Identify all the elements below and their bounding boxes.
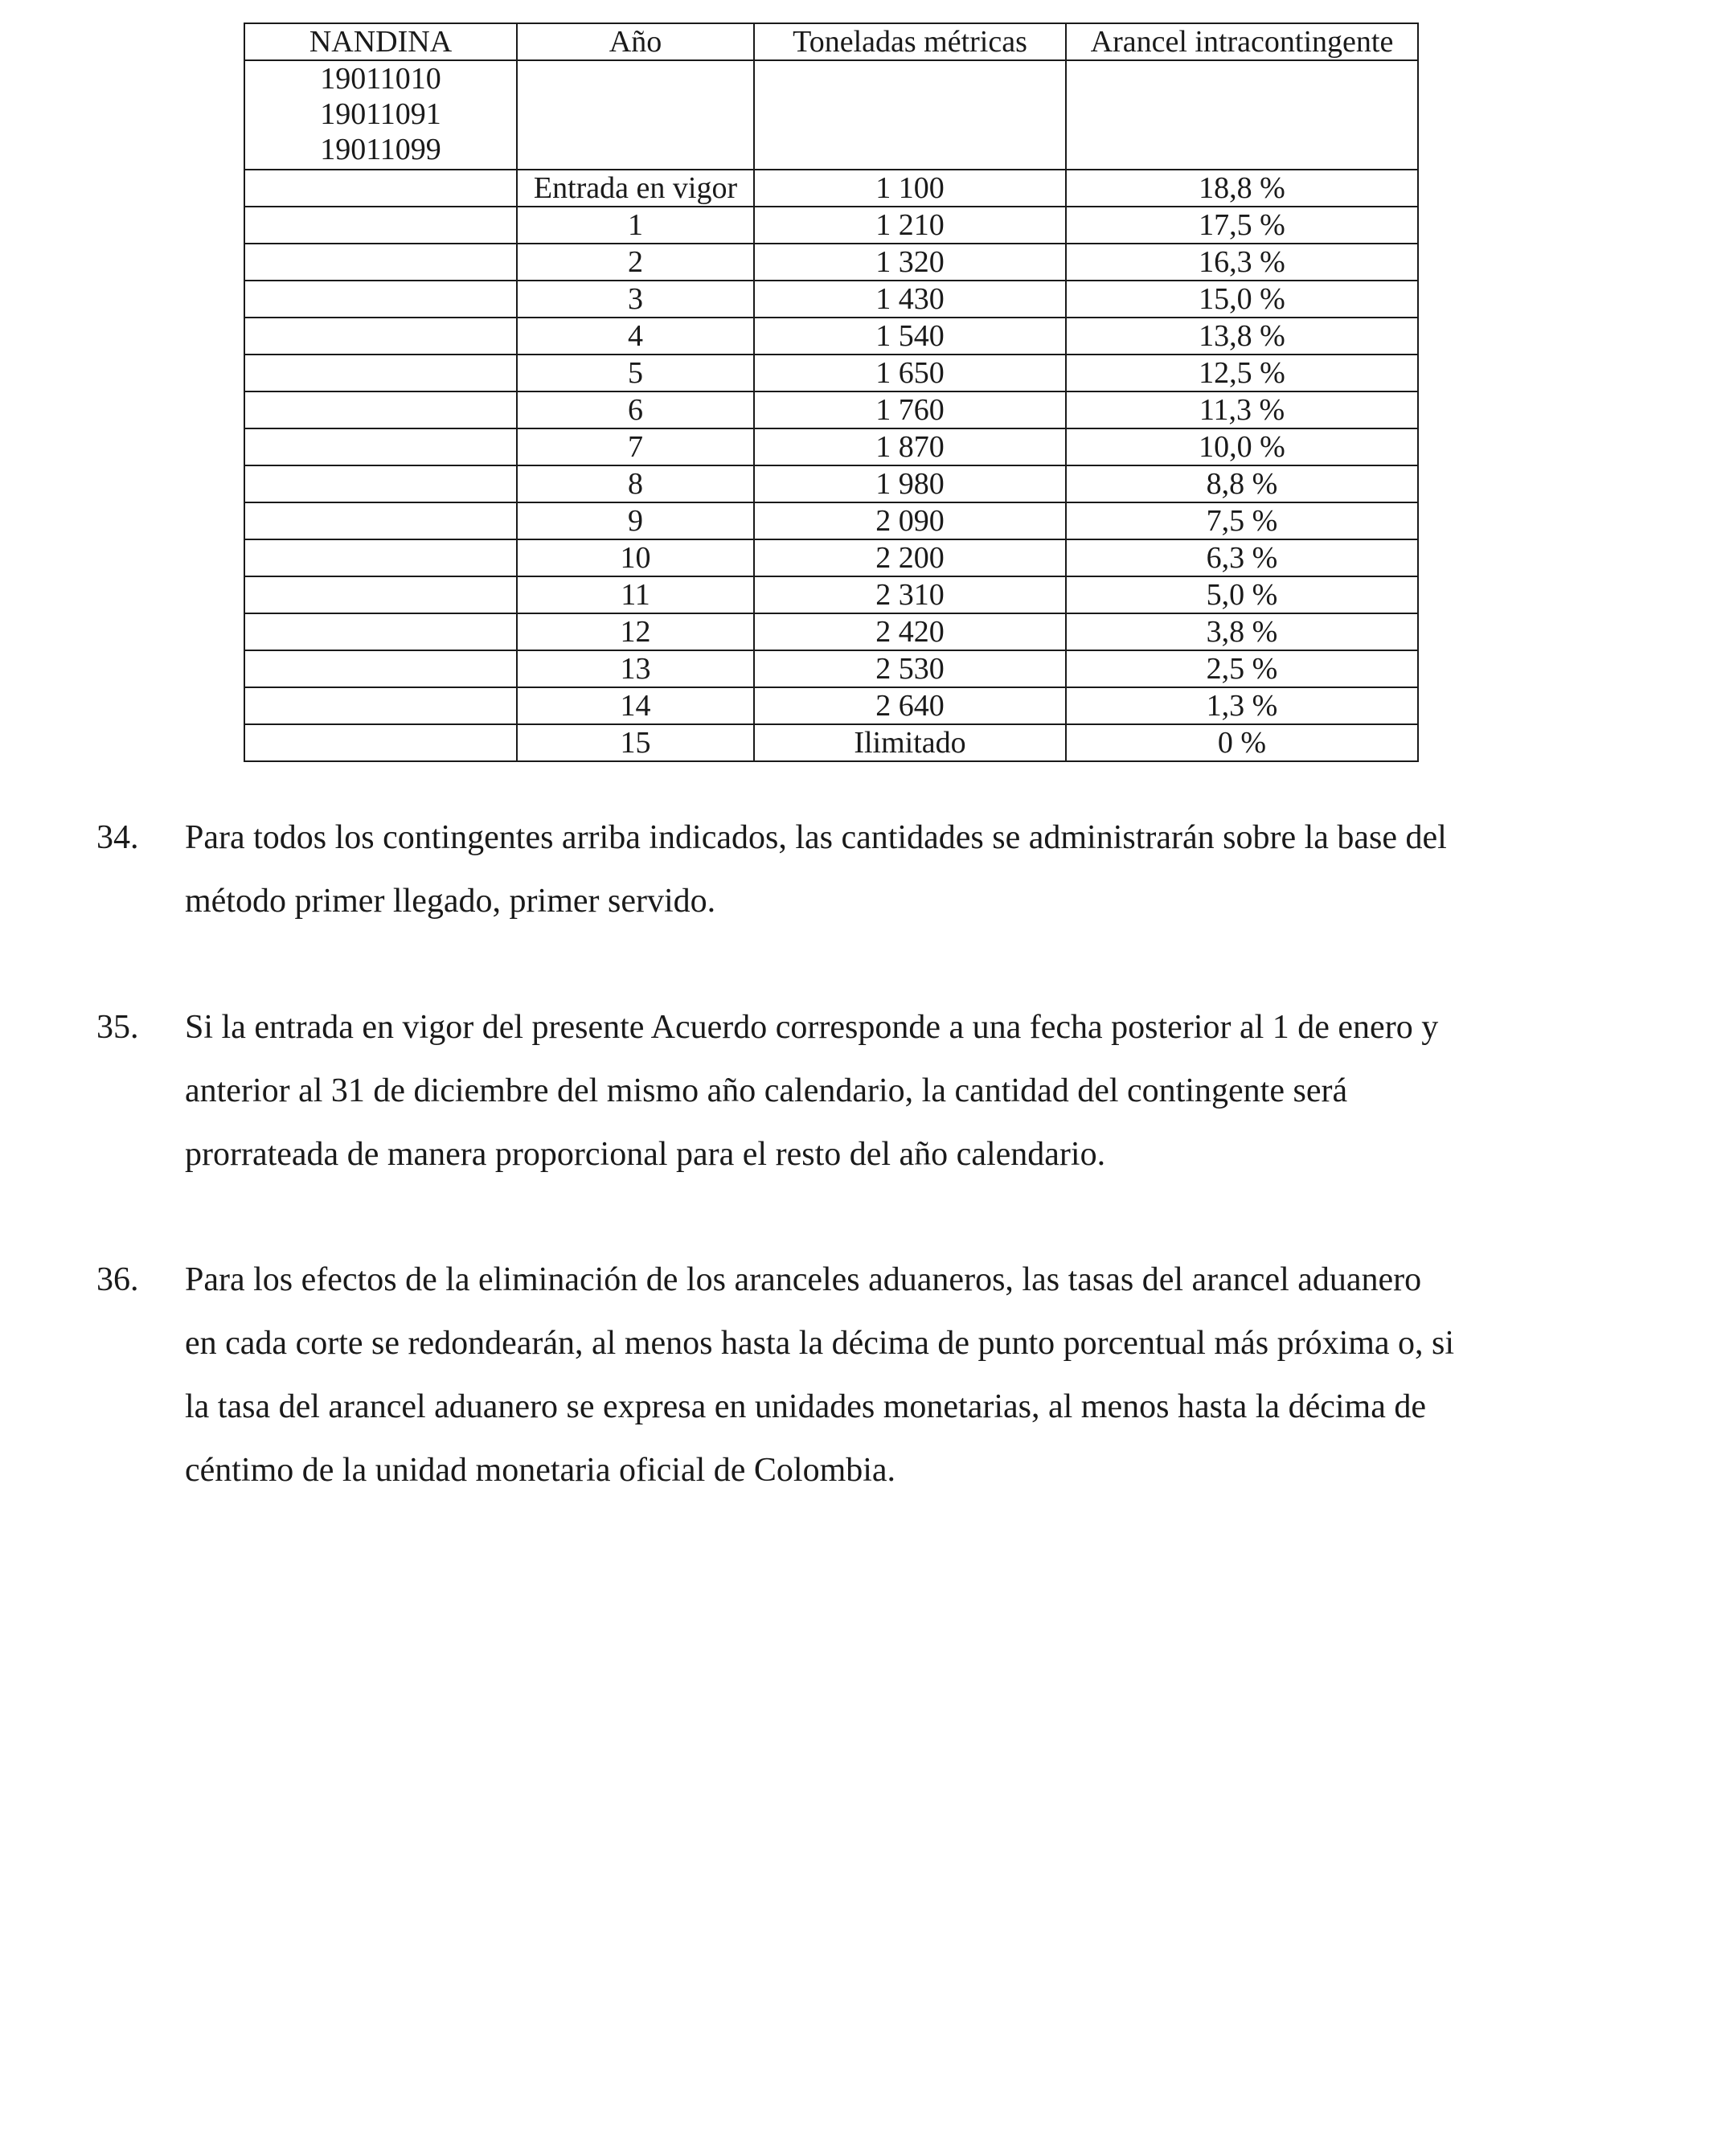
nandina-cell (244, 318, 517, 355)
nandina-cell (244, 281, 517, 318)
tons-cell: 1 760 (754, 391, 1066, 428)
year-cell: 8 (517, 465, 754, 502)
paragraph-number: 34. (96, 819, 139, 856)
table-row (244, 502, 1418, 539)
tariff-cell: 8,8 % (1066, 465, 1418, 502)
table-row (244, 650, 1418, 687)
table-row (244, 318, 1418, 355)
tons-cell: 1 210 (754, 207, 1066, 244)
year-cell: 13 (517, 650, 754, 687)
paragraph-line: método primer llegado, primer servido. (185, 883, 716, 920)
nandina-cell (244, 687, 517, 724)
tariff-cell: 12,5 % (1066, 355, 1418, 391)
tons-cell: 2 310 (754, 576, 1066, 613)
paragraph-35 (96, 996, 1624, 1187)
tariff-cell: 7,5 % (1066, 502, 1418, 539)
tons-cell: 1 320 (754, 244, 1066, 281)
nandina-cell (244, 355, 517, 391)
year-cell: 15 (517, 724, 754, 761)
tariff-cell: 2,5 % (1066, 650, 1418, 687)
paragraph-number: 35. (96, 1009, 139, 1046)
nandina-cell (244, 724, 517, 761)
year-cell: 14 (517, 687, 754, 724)
empty-cell (754, 60, 1066, 170)
tons-cell: 1 870 (754, 428, 1066, 465)
year-cell: 3 (517, 281, 754, 318)
table-header-row (244, 23, 1418, 60)
tons-cell: 2 530 (754, 650, 1066, 687)
table-row (244, 576, 1418, 613)
year-cell: 1 (517, 207, 754, 244)
table-row (244, 170, 1418, 207)
paragraph-line: prorrateada de manera proporcional para el resto del año calendario. (185, 1136, 1106, 1173)
header-tariff: Arancel intracontingente (1066, 23, 1418, 60)
paragraph-34 (96, 806, 1624, 933)
table-row (244, 207, 1418, 244)
year-cell: 2 (517, 244, 754, 281)
tons-cell: 1 540 (754, 318, 1066, 355)
paragraph-line: la tasa del arancel aduanero se expresa en unidades monetarias, al menos hasta la décima de (185, 1388, 1426, 1425)
tariff-cell: 18,8 % (1066, 170, 1418, 207)
tariff-cell: 17,5 % (1066, 207, 1418, 244)
nandina-cell (244, 244, 517, 281)
paragraph-number: 36. (96, 1261, 139, 1298)
nandina-code: 19011091 (320, 97, 441, 131)
year-cell: 12 (517, 613, 754, 650)
tariff-cell: 0 % (1066, 724, 1418, 761)
year-cell: 10 (517, 539, 754, 576)
table-row-codes (244, 60, 1418, 170)
year-cell: 9 (517, 502, 754, 539)
tariff-cell: 10,0 % (1066, 428, 1418, 465)
year-cell: 6 (517, 391, 754, 428)
paragraph-line: Para todos los contingentes arriba indicados, las cantidades se administrarán sobre la base del (185, 819, 1447, 856)
table-row (244, 539, 1418, 576)
table-row (244, 724, 1418, 761)
tariff-cell: 3,8 % (1066, 613, 1418, 650)
nandina-cell (244, 428, 517, 465)
year-cell: Entrada en vigor (517, 170, 754, 207)
nandina-cell (244, 502, 517, 539)
nandina-cell (244, 650, 517, 687)
table-row (244, 281, 1418, 318)
paragraph-text (185, 1248, 1624, 1502)
table-row (244, 244, 1418, 281)
paragraph-line: céntimo de la unidad monetaria oficial de Colombia. (185, 1452, 896, 1489)
tons-cell: 1 430 (754, 281, 1066, 318)
empty-cell (1066, 60, 1418, 170)
paragraph-36 (96, 1248, 1624, 1502)
nandina-code: 19011099 (320, 133, 441, 166)
paragraph-text (185, 806, 1624, 933)
year-cell: 5 (517, 355, 754, 391)
nandina-code: 19011010 (320, 62, 441, 96)
paragraph-line: Si la entrada en vigor del presente Acuerdo corresponde a una fecha posterior al 1 de enero y (185, 1009, 1439, 1046)
nandina-cell (244, 539, 517, 576)
nandina-cell (244, 613, 517, 650)
paragraph-text (185, 996, 1624, 1187)
table-row (244, 355, 1418, 391)
tariff-cell: 5,0 % (1066, 576, 1418, 613)
year-cell: 7 (517, 428, 754, 465)
year-cell: 4 (517, 318, 754, 355)
nandina-cell (244, 465, 517, 502)
header-tons: Toneladas métricas (754, 23, 1066, 60)
header-year: Año (517, 23, 754, 60)
paragraph-line: en cada corte se redondearán, al menos hasta la décima de punto porcentual más próxima o, si (185, 1325, 1455, 1362)
tariff-cell: 6,3 % (1066, 539, 1418, 576)
tons-cell: 1 650 (754, 355, 1066, 391)
table-row (244, 687, 1418, 724)
nandina-cell (244, 576, 517, 613)
tons-cell: 2 420 (754, 613, 1066, 650)
tons-cell: 1 980 (754, 465, 1066, 502)
tons-cell: 2 200 (754, 539, 1066, 576)
nandina-codes-cell (244, 60, 517, 170)
tariff-cell: 13,8 % (1066, 318, 1418, 355)
tariff-quota-table (244, 23, 1419, 762)
tons-cell: 1 100 (754, 170, 1066, 207)
nandina-cell (244, 170, 517, 207)
table-row (244, 465, 1418, 502)
year-cell: 11 (517, 576, 754, 613)
tons-cell: 2 640 (754, 687, 1066, 724)
tariff-cell: 1,3 % (1066, 687, 1418, 724)
table-row (244, 428, 1418, 465)
table-row (244, 391, 1418, 428)
tons-cell: Ilimitado (754, 724, 1066, 761)
nandina-cell (244, 207, 517, 244)
nandina-cell (244, 391, 517, 428)
header-nandina: NANDINA (244, 23, 517, 60)
tariff-cell: 15,0 % (1066, 281, 1418, 318)
table-row (244, 613, 1418, 650)
tariff-cell: 16,3 % (1066, 244, 1418, 281)
tons-cell: 2 090 (754, 502, 1066, 539)
paragraph-line: Para los efectos de la eliminación de los aranceles aduaneros, las tasas del arancel aduanero (185, 1261, 1422, 1298)
tariff-cell: 11,3 % (1066, 391, 1418, 428)
paragraph-line: anterior al 31 de diciembre del mismo año calendario, la cantidad del contingente será (185, 1072, 1348, 1109)
empty-cell (517, 60, 754, 170)
